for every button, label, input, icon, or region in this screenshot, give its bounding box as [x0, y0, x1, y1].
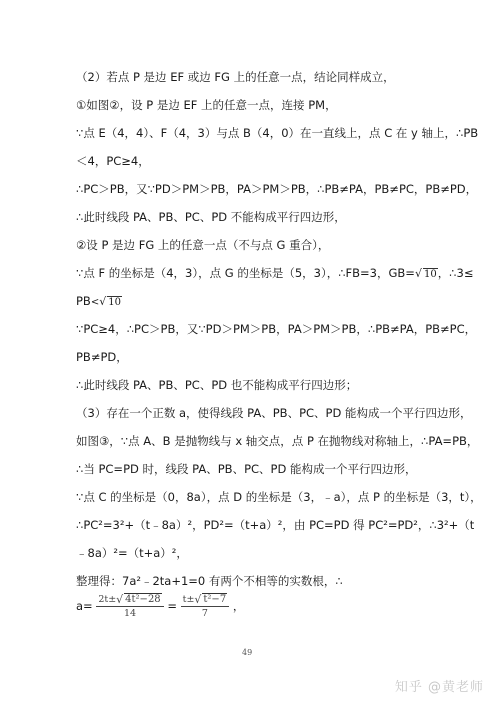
text-line-13: （3）存在一个正数 a，使得线段 PA、PB、PC、PD 能构成一个平行四边形，: [76, 406, 472, 420]
text-line-2: ①如图②，设 P 是边 EF 上的任意一点，连接 PM，: [76, 98, 337, 112]
text-line-10: ∵PC≥4，∴PC＞PB，又∵PD＞PM＞PB，PA＞PM＞PB，∴PB≠PA，PB≠PC，: [76, 322, 477, 336]
fraction-1-denominator: 14: [123, 608, 137, 619]
sqrt-10-b-value: 10: [108, 297, 121, 308]
text-line-9: [76, 294, 122, 310]
text-line-18: ﹣8a）²=（t+a）²，: [76, 546, 188, 560]
fraction-2: [181, 594, 230, 619]
text-line-14: 如图③，∵点 A、B 是抛物线与 x 轴交点，点 P 在抛物线对称轴上，∴PA=PB，: [76, 434, 479, 448]
radical-sign-icon: √: [116, 593, 124, 606]
text-line-5: ∴PC＞PB，又∵PD＞PM＞PB，PA＞PM＞PB，∴PB≠PA，PB≠PC，PB≠PD，: [76, 182, 478, 196]
fraction-2-denominator: 7: [201, 608, 208, 619]
text-line-4: ＜4，PC≥4，: [76, 154, 150, 168]
radical-sign-icon: √: [414, 267, 422, 280]
fraction-1-num-prefix: 2t±: [98, 594, 117, 605]
text-line-6: ∴此时线段 PA、PB、PC、PD 不能构成平行四边形，: [76, 210, 346, 224]
fraction-1-sqrt: [116, 594, 162, 605]
sqrt-10-a-value: 10: [423, 269, 437, 280]
less-than-sign: <: [90, 297, 100, 308]
fraction-1-numerator: [96, 594, 163, 607]
formula-a: [76, 594, 244, 624]
text-line-3: ∵点 E（4，4）、F（4，3）与点 B（4，0）在一直线上，点 C 在 y 轴上，∴PB: [76, 126, 479, 140]
fraction-1-sqrt-value: 4t²−28: [125, 594, 161, 605]
text-line-12: ∴此时线段 PA、PB、PC、PD 也不能构成平行四边形；: [76, 378, 358, 392]
text-line-9-start: PB: [76, 294, 91, 308]
fraction-2-sqrt: [194, 594, 227, 605]
text-line-11: PB≠PD，: [76, 350, 128, 364]
equals-sign: =: [167, 599, 177, 613]
sqrt-10-a: [415, 268, 438, 282]
radical-sign-icon: √: [99, 295, 107, 308]
formula-a-lhs: a=: [76, 599, 93, 613]
fraction-2-numerator: [181, 594, 230, 607]
text-line-8-start: ∵点 F 的坐标是（4，3），点 G 的坐标是（5，3），∴FB=3，GB=: [76, 266, 415, 280]
text-line-8-end: ，∴3≤: [437, 266, 474, 280]
text-line-15: ∴当 PC=PD 时，线段 PA、PB、PC、PD 能构成一个平行四边形，: [76, 462, 417, 476]
text-line-7: ②设 P 是边 FG 上的任意一点（不与点 G 重合），: [76, 238, 330, 252]
watermark: 知乎 @黄老师: [394, 680, 484, 695]
text-line-8: [76, 266, 473, 282]
fraction-2-sqrt-value: t²−7: [203, 594, 227, 605]
page-number: 49: [242, 648, 253, 657]
text-line-1: （2）若点 P 是边 EF 或边 FG 上的任意一点，结论同样成立，: [76, 70, 395, 84]
text-line-16: ∵点 C 的坐标是（0，8a），点 D 的坐标是（3，﹣a），点 P 的坐标是（3，t），: [76, 490, 482, 504]
text-line-19: 整理得：7a²﹣2ta+1=0 有两个不相等的实数根，∴: [76, 574, 343, 588]
fraction-2-num-prefix: t±: [182, 594, 195, 605]
radical-sign-icon: √: [194, 593, 202, 606]
fraction-1: [96, 594, 163, 619]
text-line-17: ∴PC²=3²+（t﹣8a）²，PD²=（t+a）²，由 PC=PD 得 PC²=PD²，∴3²+（t: [76, 518, 475, 532]
formula-comma: ，: [232, 599, 245, 613]
sqrt-10-b: [99, 296, 122, 310]
